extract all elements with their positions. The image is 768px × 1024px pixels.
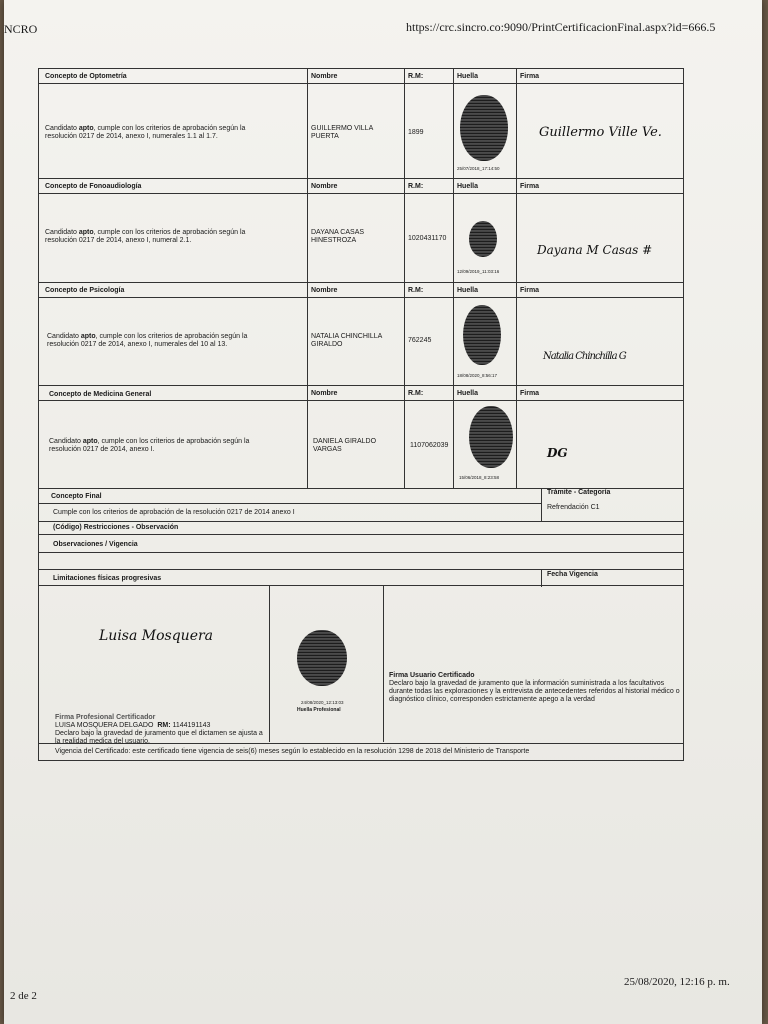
page-number: 2 de 2 <box>10 990 37 1002</box>
observations-label: Observaciones / Vigencia <box>53 541 138 548</box>
concept-label: Concepto de Medicina General <box>49 391 152 398</box>
header-url: https://crc.sincro.co:9090/PrintCertificacionFinal.aspx?id=666.5 <box>406 20 716 34</box>
tramite-label: Trámite - Categoría <box>547 489 611 496</box>
huella-header: Huella <box>457 287 479 294</box>
concept-text: Candidato apto, cumple con los criterios de aprobación según la resolución 0217 de 2014, anexo I, numeral 2.1. <box>45 229 246 244</box>
certificate-form <box>38 68 684 760</box>
professional-name: DAYANA CASAS HINESTROZA <box>311 229 365 244</box>
firma-header: Firma <box>520 287 540 294</box>
concept-text: Candidato apto, cumple con los criterios de aprobación según la resolución 0217 de 2014, anexo I, numerales del 10 al 13. <box>47 333 248 348</box>
header-left-text: NCRO <box>4 22 38 36</box>
limitations-label: Limitaciones físicas progresivas <box>53 575 162 582</box>
fingerprint-image <box>460 95 508 161</box>
rm-header: R.M: <box>408 390 424 397</box>
rm-header: R.M: <box>408 287 424 294</box>
signature: Dayana M Casas # <box>537 243 653 257</box>
nombre-header: Nombre <box>311 183 338 190</box>
certifier-declaration: Declaro bajo la gravedad de juramento que el dictamen se ajusta a la realidad medica del usuario. <box>55 730 263 745</box>
section-header-row <box>39 283 683 298</box>
fingerprint-image <box>469 406 513 468</box>
concept-text: Candidato apto, cumple con los criterios de aprobación según la resolución 0217 de 2014, anexo I. <box>49 438 250 453</box>
professional-fingerprint <box>297 630 347 686</box>
user-declaration: Declaro bajo la gravedad de juramento que la información suministrada a los facultativos durante todas las exploraciones y la entrevista de antecedentes referidos al historial médico o diagnóstico clínico, corresponden estrictamente apego a la verdad <box>389 680 680 703</box>
fingerprint-date: 12/09/2019_11:03:16 <box>457 269 500 274</box>
restrictions-label: (Código) Restricciones - Observación <box>53 524 179 531</box>
final-concept-text: Cumple con los criterios de aprobación de la resolución 0217 de 2014 anexo I <box>53 509 295 516</box>
concept-label: Concepto de Fonoaudiología <box>45 183 142 190</box>
nombre-header: Nombre <box>311 73 338 80</box>
certifier-title: Firma Profesional Certificador <box>55 714 156 721</box>
rm-header: R.M: <box>408 183 424 190</box>
certificate-page <box>4 0 762 1024</box>
fingerprint-image <box>469 221 497 257</box>
section-optometry <box>38 68 684 179</box>
fingerprint-date: 15/06/2018_8:23:58 <box>459 475 500 480</box>
print-date: 25/08/2020, 12:16 p. m. <box>624 976 730 988</box>
fingerprint-date: 25/07/2018_17:14:50 <box>457 166 500 171</box>
professional-name: NATALIA CHINCHILLA GIRALDO <box>311 333 382 348</box>
signatures-block <box>38 585 684 761</box>
concept-label: Concepto de Optometría <box>45 73 127 80</box>
professional-fingerprint-date: 24/08/2020_12:13:03 <box>301 700 344 705</box>
tramite-value: Refrendación C1 <box>547 504 600 511</box>
rm-value: 1899 <box>408 129 424 136</box>
huella-header: Huella <box>457 73 479 80</box>
professional-name: DANIELA GIRALDO VARGAS <box>313 438 377 453</box>
section-header-row <box>39 69 683 84</box>
user-signature-title: Firma Usuario Certificado <box>389 672 475 679</box>
signature: DG <box>547 446 568 460</box>
professional-name: GUILLERMO VILLA PUERTA <box>311 125 373 140</box>
nombre-header: Nombre <box>311 287 338 294</box>
professional-fingerprint-label: Huella Profesional <box>297 707 341 713</box>
huella-header: Huella <box>457 183 479 190</box>
nombre-header: Nombre <box>311 390 338 397</box>
rm-value: 1020431170 <box>408 235 447 242</box>
fingerprint-date: 18/08/2020_8:56:17 <box>457 373 498 378</box>
firma-header: Firma <box>520 73 540 80</box>
section-phonoaudiology <box>38 178 684 283</box>
concept-label: Concepto de Psicología <box>45 287 125 294</box>
signature: Natalia Chinchilla G <box>543 351 626 362</box>
section-psychology <box>38 282 684 386</box>
certifier-signature: Luisa Mosquera <box>99 628 214 644</box>
firma-header: Firma <box>520 183 540 190</box>
final-concept-label: Concepto Final <box>51 493 102 500</box>
fecha-vigencia-label: Fecha Vigencia <box>547 571 598 578</box>
certifier-info: LUISA MOSQUERA DELGADO RM: 1144191143 <box>55 722 211 729</box>
validity-text: Vigencia del Certificado: este certificado tiene vigencia de seis(6) meses según lo establecido en la resolución 1298 de 2018 del Ministerio de Transporte <box>55 748 530 755</box>
signature: Guillermo Ville Ve. <box>539 125 662 140</box>
firma-header: Firma <box>520 390 540 397</box>
fingerprint-image <box>463 305 501 365</box>
huella-header: Huella <box>457 390 479 397</box>
concept-text: Candidato apto, cumple con los criterios de aprobación según la resolución 0217 de 2014, anexo I, numerales 1.1 al 1.7. <box>45 125 246 140</box>
rm-value: 1107062039 <box>410 442 449 449</box>
rm-value: 762245 <box>408 337 432 344</box>
final-concept-block <box>38 488 684 586</box>
rm-header: R.M: <box>408 73 424 80</box>
section-general-medicine <box>38 385 684 489</box>
